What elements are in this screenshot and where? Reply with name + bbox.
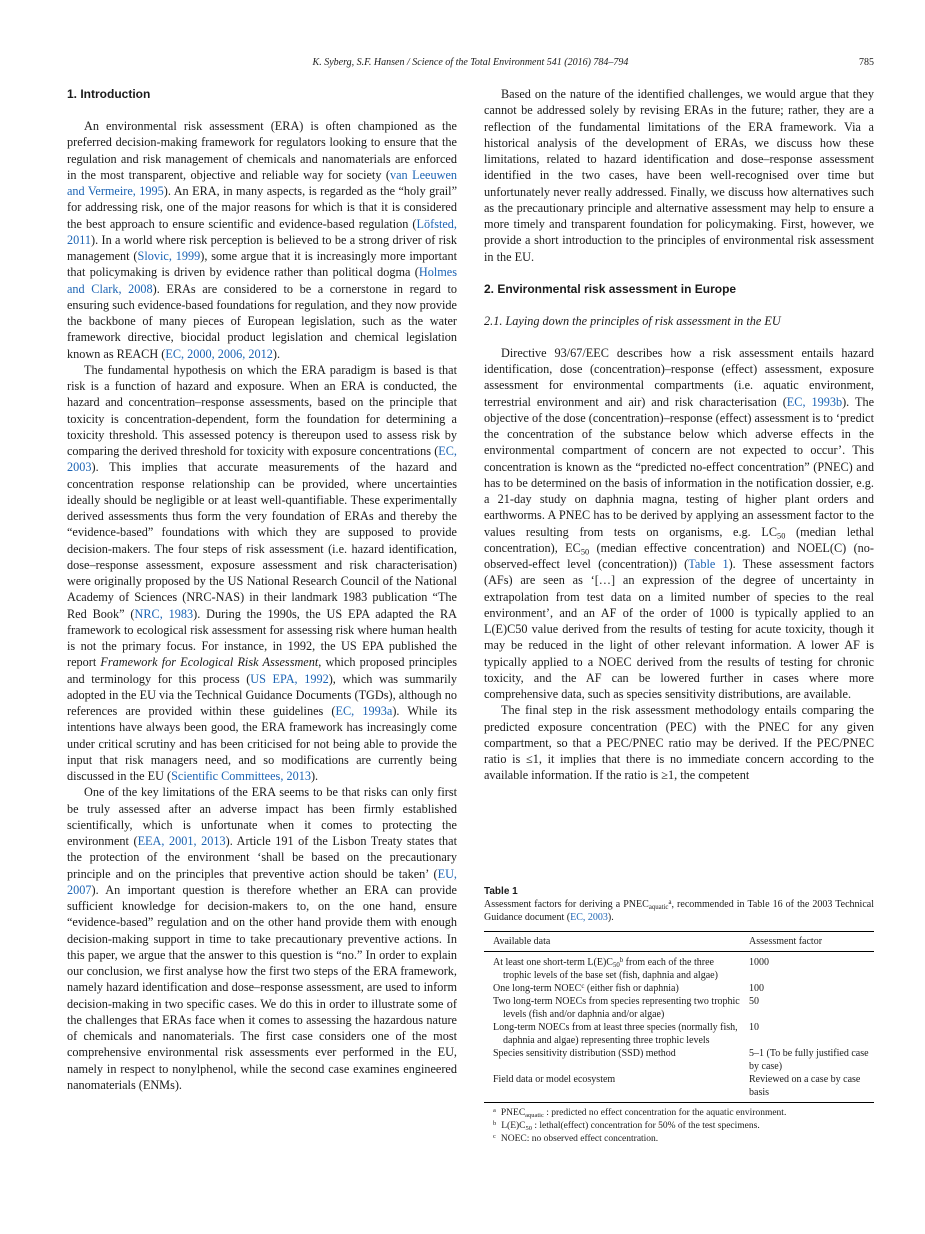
citation-link[interactable]: EC, 2003 (570, 912, 608, 923)
table-row: One long-term NOEC$^c$ (either fish or daphnia) 100 (493, 982, 764, 994)
citation-link[interactable]: EC, 2003 (67, 444, 457, 475)
paragraph-intro-2: The fundamental hypothesis on which the ERA paradigm is based is that risk is a function of hazard and exposure. When an ERA is conducted, the hazard and concentration–response assessments, based on the principle that toxicity is concentration-dependent, form the foundation for determining a toxicity threshold. This assessed potency is thereupon used to assess risk by comparing the derived threshold for toxicity with exposure concentrations (EC, 2003). This implies that accurate measurements of the hazard and concentration response relationship can be provided, where uncertainties ideally should be negligible or at least well-quantifiable. These experimentally derived assessments thus form the very foundation of ERAs and thereby the “evidence-based” foundations with which they are supposed to provide decision-makers. The four steps of risk assessment (i.e. hazard identification, dose–response assessment, exposure assessment and risk characterisation) were originally proposed by the US National Research Council of the National Academy of Sciences (NRC-NAS) in their landmark 1983 publication “The Red Book” (NRC, 1983). During the 1990s, the US EPA adapted the RA framework to ecological risk assessment for assessing risk where human health is not the primary focus. For instance, in 1992, the US EPA published the report Framework for Ecological Risk Assessment, which proposed principles and terminology for this process (US EPA, 1992), which was summarily adopted in the EU via the Technical Guidance Documents (TGDs), although no references are provided within these guidelines (EC, 1993a). While its intentions have always been good, the ERA framework has increasingly come under critical scrutiny and has been criticised for not being able to provide the input that risk managers need, and so modifications are currently being discussed in the EU (Scientific Committees, 2013). (67, 362, 457, 783)
paragraph-final-step: The final step in the risk assessment methodology entails comparing the predicted exposure concentration (PEC) with the PNEC for any given compartment, so that a PEC/PNEC ratio may be derived. If the PEC/PNEC ratio is ≤1, it implies that there is no immediate concern according to the available information. If the ratio is ≥1, the competent (484, 703, 874, 783)
citation-link[interactable]: NRC, 1983 (134, 606, 194, 621)
footnote: $^b$ $L(E)C_{50}$ : lethal(effect) concentration for 50% of the test specimens. (493, 1120, 760, 1132)
column-header: Available data (484, 932, 740, 952)
running-header (67, 57, 874, 71)
table-header-row (484, 932, 874, 952)
section-heading-era-europe: 2. Environmental risk assessment in Europe (484, 281, 737, 296)
citation-link[interactable]: Scientific Committees, 2013 (171, 769, 311, 783)
journal-citation: K. Syberg, S.F. Hansen / Science of the Total Environment 541 (2016) 784–794 (312, 57, 629, 68)
right-column (484, 86, 874, 784)
citation-link[interactable]: Löfsted, 2011 (67, 216, 457, 247)
citation-link[interactable]: EC, 1993a (335, 704, 393, 718)
paragraph-intro-4: Based on the nature of the identified challenges, we would argue that they cannot be addressed solely by revising ERAs in the future; rather, they are a reflection of the fundamental limitations of the ERA framework. Via a historical analysis of the development of ERAs, we discuss how these limitations, related to hazard identification and dose–response assessment identified in the two cases, have been well-recognised over time but unfortunately never really addressed. Finally, we discuss how alternatives such as the precautionary principle and alternative assessment may help to ensure a more timely and transparent foundation for policymaking. First, however, we provide a short introduction to the principles of environmental risk assessment in the EU. (484, 87, 874, 264)
table-link[interactable]: Table 1 (688, 557, 729, 571)
table-row: Two long-term NOECs from species representing two trophic levels (fish and/or daphnia and/or algae) 50 (493, 996, 759, 1020)
citation-link[interactable]: EU, 2007 (67, 866, 457, 897)
paragraph-intro-1: An environmental risk assessment (ERA) is often championed as the preferred decision-making framework for regulators looking to ensure that the regulation and risk management of chemicals and nanomaterials are enforced in the most transparent, objective and reliable way for society (van Leeuwen and Vermeire, 1995). An ERA, in many aspects, is regarded as the “holy grail” for addressing risk, one of the major reasons for which is that it is considered the best approach to ensure scientific and evidence-based regulation (Löfsted, 2011). In a world where risk perception is believed to be a strong driver of risk management (Slovic, 1999), some argue that it is increasingly more important that policymaking is driven by evidence rather than political dogma (Holmes and Clark, 2008). ERAs are considered to be a cornerstone in regard to ensuring such evidence-based foundations for regulation, and they now provide the backbone of many pieces of European legislation, such as the water framework directive, biocidal product legislation and chemical legislation known as REACH (EC, 2000, 2006, 2012). (67, 119, 458, 361)
table-1 (484, 885, 874, 1146)
table-row: At least one short-term $L(E)C_{50}^b$ from each of the three trophic levels of the base set (fish, daphnia and algae) 1000 (493, 956, 769, 981)
citation-link[interactable]: van Leeuwen and Vermeire, 1995 (67, 167, 458, 198)
assessment-factor-table (484, 931, 874, 1103)
citation-link[interactable]: EC, 2000, 2006, 2012 (165, 346, 273, 361)
column-header: Assessment factor (740, 932, 874, 952)
left-column (67, 86, 457, 1093)
citation-link[interactable]: US EPA, 1992 (250, 671, 329, 686)
section-heading-introduction: 1. Introduction (67, 87, 151, 101)
citation-link[interactable]: EC, 1993b (786, 394, 843, 409)
citation-link[interactable]: EEA, 2001, 2013 (137, 834, 226, 848)
table-row: Long-term NOECs from at least three species (normally fish, daphnia and algae) representing three trophic levels 10 (493, 1022, 759, 1046)
page-number: 785 (859, 57, 874, 68)
table-row: Field data or model ecosystem Reviewed on a case by case basis (493, 1074, 861, 1098)
table-title: Table 1 (484, 886, 518, 897)
citation-link[interactable]: Holmes and Clark, 2008 (67, 265, 457, 296)
paragraph-directive: Directive 93/67/EEC describes how a risk assessment entails hazard identification, dose (concentration)–response (effect) assessment, exposure assessment for environmental compartments (i.e. aquatic environment, terrestrial environment and air) and risk characterisation (EC, 1993b). The objective of the dose (concentration)–response (effect) assessment is to ‘predict the concentration of the substance below which adverse effects in the environmental compartment of concern are not expected to occur’. This concentration is known as the “predicted no-effect concentration” (PNEC) and has to be determined on the basis of information in the notification dossier, e.g. a 21-day study on daphnia magna, testing of higher plant orders and earthworms. A PNEC has to be derived by applying an assessment factor to the values resulting from tests on organisms, e.g. $LC_{50}$ (median lethal concentration), $EC_{50}$ (median effective concentration) and NOEL(C) (no-observed-effect level (concentration)) (Table 1). These assessment factors (AFs) are seen as ‘[…] an expression of the degree of uncertainty in extrapolation from test data on a limited number of species to the real environment’, and an AF of the order of 1000 is typically applied to an L(E)C50 value derived from the results of testing for acute toxicity, though it may be reduced in the light of other relevant information. A lower AF is typically applied to a NOEC derived from the results of testing for chronic toxicity, and the AF can be lowered further in cases where more comprehensive data, such as species sensitivity distributions, are available. (484, 345, 875, 701)
footnote: $^c$ NOEC: no observed effect concentration. (493, 1133, 659, 1144)
table-row: Species sensitivity distribution (SSD) method 5–1 (To be fully justified case by case) (493, 1048, 869, 1072)
footnote: $^a$ $PNEC_{aquatic}$ : predicted no effect concentration for the aquatic environment. (493, 1107, 787, 1119)
paragraph-intro-3: One of the key limitations of the ERA seems to be that risks can only first be truly assessed after an adverse impact has been firmly established scientifically, which is unfortunate when it comes to protecting the environment (EEA, 2001, 2013). Article 191 of the Lisbon Treaty states that the protection of the environment ‘shall be based on the precautionary principle and on the principles that preventive action should be taken’ (EU, 2007). An important question is therefore whether an ERA can provide sufficient knowledge for decision-makers to, on the one hand, ensure “evidence-based” regulation and on the other hand provide them with enough decision-making support in time to take precautionary preventive actions. In this paper, we argue that the answer to this question is “no.” In order to explain our conclusion, we first analyse how the first two steps of the ERA framework, namely hazard identification and dose–response assessment, are used to inform decision-making in two specific cases. We do this in order to illustrate some of the challenges that ERAs face when it comes to assessing the hazardous nature of chemicals and nanomaterials. The first case considers one of the most comprehensive environmental risk assessments ever performed in the EU, namely in respect to nonylphenol, while the second case examines engineered nanomaterials (ENMs). (67, 785, 458, 1092)
table-caption: Assessment factors for deriving a $PNEC_{aquatic}^a$, recommended in Table 16 of the 2003 Technical Guidance document (EC, 2003). (484, 898, 874, 923)
table-footnotes (484, 1107, 874, 1146)
subsection-heading: 2.1. Laying down the principles of risk assessment in the EU (484, 313, 781, 328)
citation-link[interactable]: Slovic, 1999 (137, 249, 201, 263)
